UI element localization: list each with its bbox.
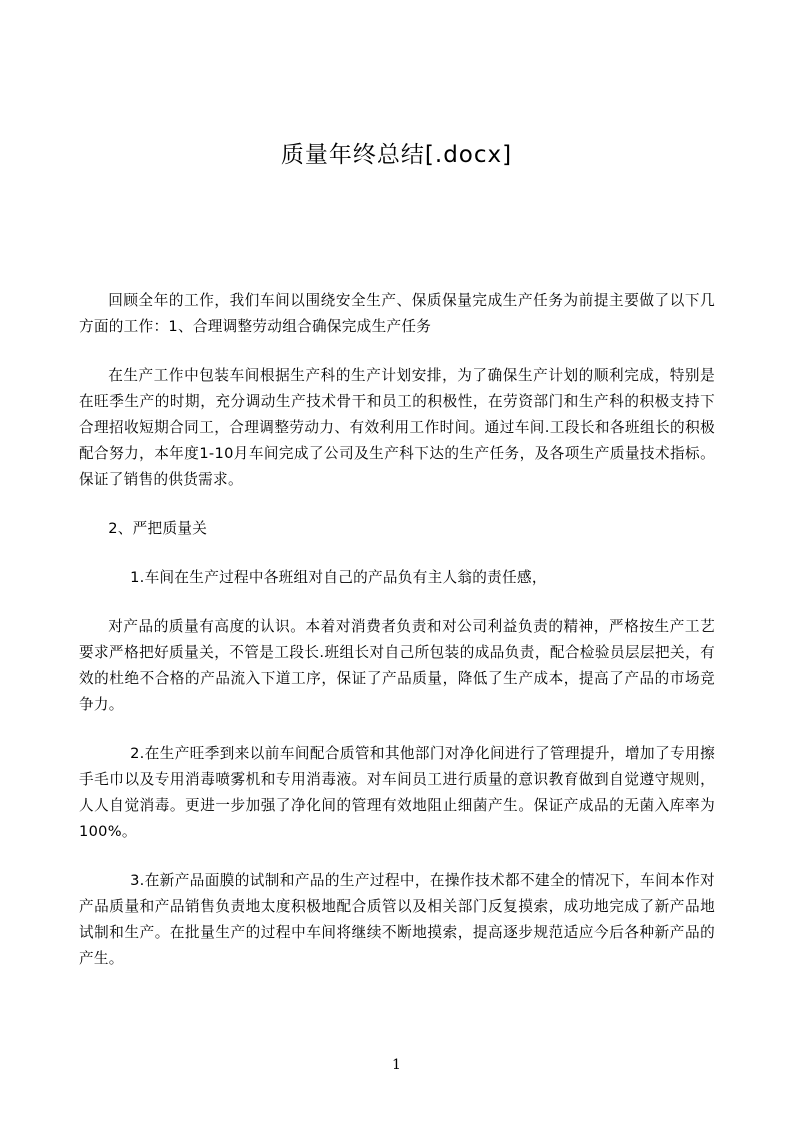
page-number: 1	[392, 1057, 401, 1073]
section-heading-quality: 2、严把质量关	[108, 520, 208, 537]
paragraph-intro: 回顾全年的工作，我们车间以围绕安全生产、保质保量完成生产任务为前提主要做了以下几方面的工作：1、合理调整劳动组合确保完成生产任务	[79, 292, 715, 335]
document-title: 质量年终总结[.docx]	[280, 142, 513, 168]
paragraph-production: 在生产工作中包装车间根据生产科的生产计划安排，为了确保生产计划的顺利完成，特别是在旺季生产的时期，充分调动生产技术骨干和员工的积极性，在劳资部门和生产科的积极支持下合理招收短期合同工，合理调整劳动力、有效利用工作时间。通过车间.工段长和各班组长的积极配合努力，本年度1-10月车间完成了公司及生产科下达的生产任务，及各项生产质量技术指标。保证了销售的供货需求。	[79, 367, 715, 488]
list-item-3: 3.在新产品面膜的试制和产品的生产过程中，在操作技术都不建全的情况下，车间本作对产品质量和产品销售负责地太度积极地配合质管以及相关部门反复摸索，成功地完成了新产品地试制和生产。在批量生产的过程中车间将继续不断地摸索，提高逐步规范适应今后各种新产品的产生。	[79, 872, 715, 967]
paragraph-quality-awareness: 对产品的质量有高度的认识。本着对消费者负责和对公司利益负责的精神，严格按生产工艺要求严格把好质量关，不管是工段长.班组长对自己所包装的成品负责，配合检验员层层把关，有效的杜绝不合格的产品流入下道工序，保证了产品质量，降低了生产成本，提高了产品的市场竞争力。	[79, 618, 715, 713]
document-body	[79, 288, 715, 995]
list-item-1: 1.车间在生产过程中各班组对自己的产品负有主人翁的责任感，	[130, 569, 547, 586]
list-item-2: 2.在生产旺季到来以前车间配合质管和其他部门对净化间进行了管理提升，增加了专用擦手毛巾以及专用消毒喷雾机和专用消毒液。对车间员工进行质量的意识教育做到自觉遵守规则，人人自觉消毒。更进一步加强了净化间的管理有效地阻止细菌产生。保证产成品的无菌入库率为100%。	[79, 745, 715, 840]
